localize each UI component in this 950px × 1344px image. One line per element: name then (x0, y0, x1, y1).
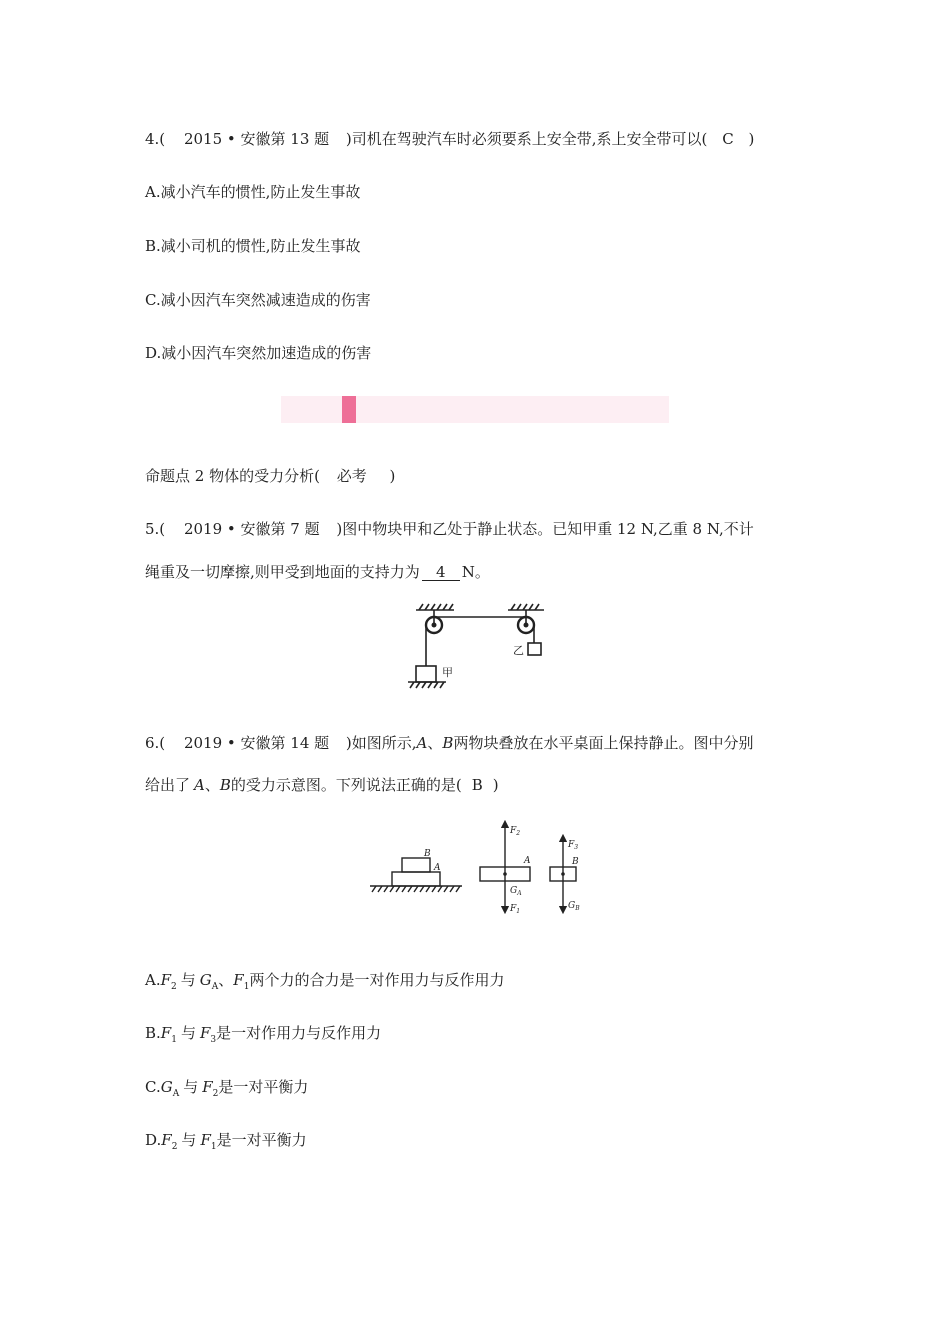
q6-opt-c-post: 是一对平衡力 (218, 1078, 309, 1096)
q6-sep-2: 、 (204, 776, 220, 794)
fig-gb: G (568, 901, 576, 911)
q6-line2-mid: 的受力示意图。下列说法正确的是( (230, 776, 462, 794)
q6-source: 2019 • 安徽第 14 题 (183, 734, 330, 752)
q6-opt-b-pre: B. (145, 1024, 161, 1042)
q6-opt-c-f2-sub: 2 (212, 1089, 219, 1099)
fig-ga: G (510, 886, 518, 896)
q6-opt-a-post: 两个力的合力是一对作用力与反作用力 (249, 971, 505, 989)
q6-opt-d-f1: F (200, 1131, 211, 1149)
q6-b-2: B (219, 776, 231, 794)
q5-unit: N。 (461, 563, 490, 581)
q6-opt-b-f1-sub: 1 (171, 1035, 177, 1045)
q6-text-b: 两物块叠放在水平桌面上保持静止。图中分别 (453, 734, 754, 752)
section-band-marker (342, 396, 356, 423)
svg-text:GB (568, 901, 580, 912)
q4-text: )司机在驾驶汽车时必须要系上安全带,系上安全带可以( (345, 130, 708, 148)
q6-opt-a-mid1: 与 (180, 971, 196, 989)
q5-line2-text: 绳重及一切摩擦,则甲受到地面的支持力为 (145, 563, 420, 581)
fig-f1-sub: 1 (516, 908, 521, 915)
q6-stem-line1 (145, 732, 753, 753)
q5-number: 5.( (145, 520, 166, 538)
q6-number: 6.( (145, 734, 166, 752)
q4-option-c: C.减小因汽车突然减速造成的伤害 (145, 291, 371, 309)
q6-force-figure (366, 818, 586, 918)
q6-option-b (145, 1022, 381, 1045)
fig-gb-sub: B (575, 905, 580, 912)
q6-close: ) (492, 776, 499, 794)
q6-opt-b-f3: F (199, 1024, 211, 1042)
q6-opt-a-f-sub: 2 (171, 982, 177, 992)
q4-answer: C (722, 130, 734, 148)
q6-opt-a-g-sub: A (211, 982, 219, 992)
q6-line2-pre: 给出了 (145, 776, 191, 794)
q6-option-d (145, 1129, 307, 1152)
q6-opt-a-pre: A. (145, 971, 161, 989)
q6-answer: B (471, 776, 483, 794)
q4-number: 4.( (145, 130, 166, 148)
q5-stem-line2 (145, 561, 490, 582)
q6-opt-a-f: F (160, 971, 172, 989)
q6-a-2: A (194, 776, 205, 794)
q6-opt-d-pre: D. (145, 1131, 162, 1149)
fig-label-a2: A (524, 856, 531, 866)
q6-opt-b-mid: 与 (180, 1024, 196, 1042)
svg-text:F3 (567, 840, 578, 851)
q4-stem (145, 128, 754, 149)
q4-close: ) (748, 130, 755, 148)
q6-opt-c-g-sub: A (172, 1089, 180, 1099)
q6-opt-d-f1-sub: 1 (210, 1142, 217, 1152)
fig-f3-sub: 3 (574, 844, 579, 851)
q4-option-a: A.减小汽车的惯性,防止发生事故 (145, 183, 361, 201)
fig-f3: F (568, 840, 575, 850)
fig-label-b: B (424, 849, 431, 859)
fig-f1: F (510, 904, 517, 914)
q6-opt-b-post: 是一对作用力与反作用力 (216, 1024, 382, 1042)
label-yi: 乙 (513, 644, 524, 657)
q6-opt-c-f2: F (202, 1078, 213, 1096)
q4-source: 2015 • 安徽第 13 题 (183, 130, 330, 148)
q6-opt-c-mid: 与 (183, 1078, 199, 1096)
section-title (145, 465, 395, 486)
section-title-text: 命题点 2 物体的受力分析( (145, 467, 320, 485)
q5-text: )图中物块甲和乙处于静止状态。已知甲重 12 N,乙重 8 N,不计 (336, 520, 754, 538)
q5-pulley-figure (400, 600, 550, 692)
svg-text:GA (510, 886, 522, 897)
fig-label-b2: B (572, 857, 579, 867)
q5-answer-blank: 4 (422, 564, 460, 581)
fig-f2-sub: 2 (516, 830, 521, 837)
q6-opt-c-pre: C. (145, 1078, 161, 1096)
q6-sep: 、 (427, 734, 443, 752)
label-jia: 甲 (442, 666, 453, 679)
q6-opt-a-f1: F (233, 971, 244, 989)
q6-a: A (416, 734, 428, 752)
section-tag: 必考 (336, 467, 367, 485)
svg-text:F2 (509, 826, 520, 837)
q6-opt-c-g: G (160, 1078, 173, 1096)
q6-stem-line2 (145, 774, 499, 795)
q6-option-c (145, 1076, 308, 1099)
section-band (281, 396, 669, 423)
q5-source: 2019 • 安徽第 7 题 (183, 520, 320, 538)
q4-option-d: D.减小因汽车突然加速造成的伤害 (145, 344, 372, 362)
q6-b: B (442, 734, 454, 752)
fig-f2: F (510, 826, 517, 836)
q6-text-a: )如图所示, (345, 734, 417, 752)
q6-opt-a-f1-sub: 1 (243, 982, 250, 992)
q6-opt-b-f3-sub: 3 (210, 1035, 217, 1045)
q6-opt-b-f1: F (160, 1024, 172, 1042)
q6-opt-d-post: 是一对平衡力 (216, 1131, 307, 1149)
svg-text:F1 (509, 904, 520, 915)
q6-opt-d-f2: F (161, 1131, 172, 1149)
section-close: ) (389, 467, 396, 485)
q6-option-a (145, 969, 504, 992)
q6-opt-a-g: G (199, 971, 212, 989)
q6-opt-d-mid: 与 (181, 1131, 197, 1149)
q6-opt-d-f2-sub: 2 (171, 1142, 178, 1152)
q6-opt-a-mid2: 、 (218, 971, 234, 989)
fig-ga-sub: A (517, 890, 522, 897)
fig-label-a: A (434, 863, 441, 873)
q5-stem-line1 (145, 518, 754, 539)
q4-option-b: B.减小司机的惯性,防止发生事故 (145, 237, 361, 255)
